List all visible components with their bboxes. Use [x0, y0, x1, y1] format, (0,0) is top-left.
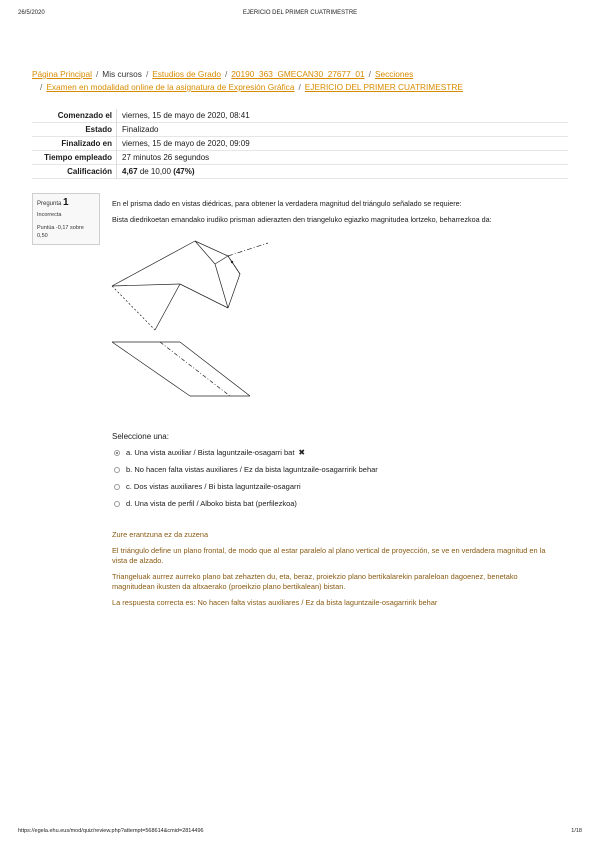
summary-row-started: [32, 109, 568, 123]
answer-option-label: d. Una vista de perfil / Alboko bista bat (perfilezkoa): [126, 499, 297, 508]
print-url: https://egela.ehu.eus/mod/quiz/review.php?attempt=568614&cmid=2814496: [18, 828, 204, 834]
summary-label: Comenzado el: [32, 109, 117, 123]
question-label: Pregunta: [37, 201, 62, 207]
breadcrumb-quiz-link[interactable]: EJERICIO DEL PRIMER CUATRIMESTRE: [304, 82, 463, 92]
radio-button-d[interactable]: [114, 501, 120, 507]
answer-prompt: Seleccione una:: [112, 432, 169, 441]
answer-option-c[interactable]: [112, 478, 378, 495]
summary-label: Finalizado en: [32, 137, 117, 151]
radio-button-a[interactable]: [114, 450, 120, 456]
answer-option-label: b. No hacen falta vistas auxiliares / Ez da bista laguntzaile-osagarririk behar: [126, 465, 378, 474]
summary-label: Tiempo empleado: [32, 151, 117, 165]
summary-row-state: [32, 123, 568, 137]
prism-top-edge: [195, 241, 228, 256]
question-grade: Puntúa -0,17 sobre 0,50: [37, 225, 84, 239]
prism-top-edge: [215, 256, 228, 264]
prism-top-edge: [215, 264, 228, 308]
summary-value: viernes, 15 de mayo de 2020, 09:09: [122, 139, 250, 148]
print-title: EJERICIO DEL PRIMER CUATRIMESTRE: [242, 10, 358, 16]
breadcrumb-exam-link[interactable]: Examen en modalidad online de la asignatura de Expresión Gráfica: [46, 82, 295, 92]
breadcrumb-separator: /: [40, 82, 43, 92]
prism-top-edge: [228, 256, 240, 274]
radio-button-b[interactable]: [114, 467, 120, 473]
breadcrumb: [32, 68, 552, 94]
feedback-correct-answer: La respuesta correcta es: No hacen falta vistas auxiliares / Ez da bista laguntzaile-osagarririk behar: [112, 597, 438, 607]
print-page-number: 1/18: [571, 828, 582, 834]
prism-top-edge: [195, 241, 215, 264]
grade-out-of: de 10,00: [139, 167, 171, 176]
question-text-es: En el prisma dado en vistas diédricas, para obtener la verdadera magnitud del triángulo señalado se requiere:: [112, 199, 462, 208]
incorrect-icon: ✖: [298, 448, 306, 457]
answer-option-label: c. Dos vistas auxiliares / Bi bista laguntzaile-osagarri: [126, 482, 301, 491]
radio-button-c[interactable]: [114, 484, 120, 490]
attempt-summary-table: [32, 109, 568, 179]
breadcrumb-sections-link[interactable]: Secciones: [374, 69, 414, 79]
summary-value: Finalizado: [122, 125, 159, 134]
print-date: 26/5/2020: [18, 10, 45, 16]
question-text-eu: Bista diedrikoetan emandako irudiko prisman adierazten den triangeluko egiazko magnitudea lortzeko, beharrezkoa da:: [112, 215, 492, 224]
question-number-value: 1: [63, 197, 69, 208]
feedback-block: [112, 530, 552, 613]
prism-front-centerline: [160, 342, 230, 396]
triangle-marker-dot: [231, 261, 233, 263]
prism-top-edge: [228, 274, 240, 308]
prism-hidden-edge: [112, 286, 155, 330]
answer-option-label: a. Una vista auxiliar / Bista laguntzaile-osagarri bat: [126, 448, 295, 457]
feedback-explanation-eu: Triangeluak aurrez aurreko plano bat zehazten du, eta, beraz, proiekzio plano bertikalarekin paraleloan dagoenez, benetako magnitudean ikusten da altxaerako (proeikzio plano bertikalean) bistan.: [112, 571, 518, 591]
breadcrumb-separator: /: [95, 69, 99, 79]
summary-value: viernes, 15 de mayo de 2020, 08:41: [122, 111, 250, 120]
feedback-status: Zure erantzuna ez da zuzena: [112, 530, 209, 539]
grade-score: 4,67: [122, 167, 138, 176]
summary-value: [117, 165, 569, 179]
grade-percent: (47%): [173, 167, 195, 176]
question-state: Incorrecta: [37, 212, 62, 218]
summary-label: Calificación: [32, 165, 117, 179]
answer-option-d[interactable]: [112, 495, 378, 512]
answer-option-a[interactable]: [112, 444, 378, 461]
prism-axis-line: [228, 243, 268, 256]
breadcrumb-separator: /: [145, 69, 149, 79]
prism-diagram: [110, 236, 270, 401]
question-number: [37, 197, 95, 208]
breadcrumb-separator: /: [298, 82, 301, 92]
prism-front-edge: [112, 342, 190, 396]
summary-row-time-taken: [32, 151, 568, 165]
feedback-explanation-es: El triángulo define un plano frontal, de modo que al estar paralelo al plano vertical de proyección, se ve en verdadera magnitud en la vista de alzado.: [112, 545, 546, 565]
question-info-box: [32, 193, 100, 245]
summary-value: 27 minutos 26 segundos: [122, 153, 210, 162]
answer-options: [112, 444, 378, 512]
breadcrumb-separator: /: [224, 69, 228, 79]
answer-option-b[interactable]: [112, 461, 378, 478]
summary-row-finished: [32, 137, 568, 151]
summary-label: Estado: [32, 123, 117, 137]
breadcrumb-course-link[interactable]: 20190_363_GMECAN30_27677_01: [231, 69, 365, 79]
breadcrumb-separator: /: [368, 69, 371, 79]
prism-top-edge: [180, 284, 228, 308]
prism-top-edge: [112, 241, 195, 286]
breadcrumb-home-link[interactable]: Página Principal: [32, 69, 92, 79]
prism-front-edge: [180, 342, 250, 396]
prism-top-edge: [155, 284, 180, 330]
breadcrumb-degree-link[interactable]: Estudios de Grado: [152, 69, 221, 79]
prism-top-edge: [112, 284, 180, 286]
summary-row-grade: [32, 165, 568, 179]
breadcrumb-my-courses: Mis cursos: [102, 69, 142, 79]
